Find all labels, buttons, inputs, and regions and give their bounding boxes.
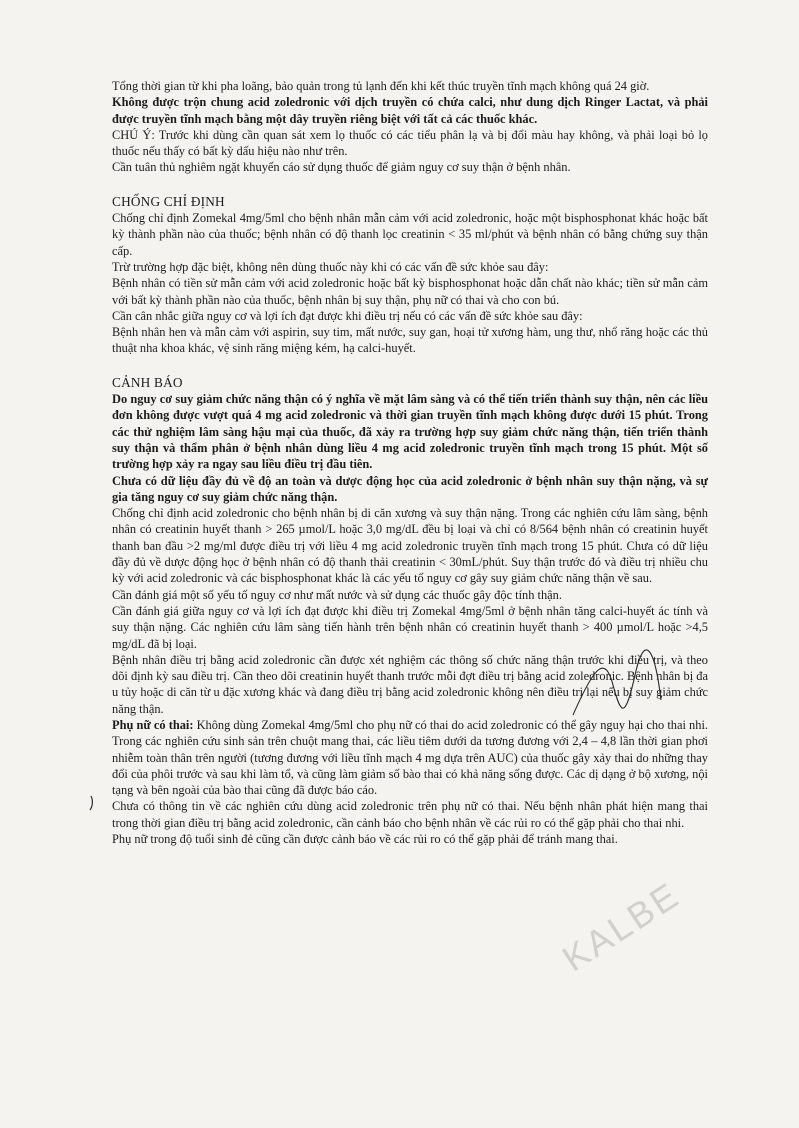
margin-mark [88, 795, 94, 811]
paragraph-conditions: Bệnh nhân hen và mẫn cảm với aspirin, suy tim, mất nước, suy gan, hoại tử xương hàm, ung thư, nhổ răng hoặc các thủ thuật nha khoa khác, vệ sinh răng miệng kém, hạ calci-huyết. [112, 325, 708, 356]
paragraph-dilution-time: Tổng thời gian từ khi pha loãng, bảo quản trong tủ lạnh đến khi kết thúc truyền tĩnh mạch không quá 24 giờ. [112, 79, 650, 93]
paragraph-pregnancy [112, 717, 708, 798]
paragraph-special-cases: Trừ trường hợp đặc biệt, không nên dùng thuốc này khi có các vấn đề sức khỏe sau đây: [112, 259, 549, 274]
paragraph-hypersensitivity: Bệnh nhân có tiền sử mẫn cảm với acid zoledronic hoặc bất kỳ bisphosphonat hoặc dẫn chất nào khác; tiền sử mẫn cảm với bất kỳ thành phần nào của thuốc, bệnh nhân bị suy thận, phụ nữ có thai và cho con bú. [112, 276, 708, 307]
paragraph-monitoring: Bệnh nhân điều trị bằng acid zoledronic cần được xét nghiệm các thông số chức năng thận trước khi điều trị, và theo dõi định kỳ sau điều trị. Cần theo dõi creatinin huyết thanh trước mỗi đợt điều trị bằng acid zoledronic. Bệnh nhân bị đa u tủy hoặc di căn từ u đặc xương khác và đang điều trị bằng acid zoledronic không nên điều trị lại nếu bị suy giảm chức năng thận. [112, 652, 708, 716]
heading-warnings: CẢNH BÁO [112, 374, 183, 390]
paragraph-risk-benefit: Cần cân nhắc giữa nguy cơ và lợi ích đạt được khi điều trị nếu có các vấn đề sức khỏe sau đây: [112, 308, 583, 323]
paragraph-pregnancy-info: Chưa có thông tin về các nghiên cứu dùng acid zoledronic trên phụ nữ có thai. Nếu bệnh nhân phát hiện mang thai trong thời gian điều trị bằng acid zoledronic, cần cảnh báo cho bệnh nhân về các rủi ro có thể gặp phải cho thai nhi. [112, 799, 708, 830]
document-body [112, 78, 708, 847]
paragraph-insufficient-data: Chưa có dữ liệu đầy đủ về độ an toàn và dược động học của acid zoledronic ở bệnh nhân suy thận nặng, và sự gia tăng nguy cơ suy giảm chức năng thận. [112, 473, 708, 504]
paragraph-renal-advice: Cần tuân thủ nghiêm ngặt khuyến cáo sử dụng thuốc để giảm nguy cơ suy thận ở bệnh nhân. [112, 160, 571, 175]
signature-scribble [565, 645, 685, 725]
pregnancy-lead: Phụ nữ có thai: [112, 717, 194, 732]
paragraph-risk-factors: Cần đánh giá một số yếu tố nguy cơ như mất nước và sử dụng các thuốc gây độc tính thận. [112, 587, 562, 602]
heading-contraindications: CHỐNG CHỈ ĐỊNH [112, 193, 225, 209]
paragraph-note: CHÚ Ý: Trước khi dùng cần quan sát xem lọ thuốc có các tiểu phân lạ và bị đổi màu hay không, và phải loại bỏ lọ thuốc nếu thấy có bất kỳ dấu hiệu nào như trên. [112, 127, 708, 159]
paragraph-renal-risk: Do nguy cơ suy giảm chức năng thận có ý nghĩa về mặt lâm sàng và có thể tiến triển thành suy thận, nên các liều đơn không được vượt quá 4 mg acid zoledronic và thời gian truyền tĩnh mạch không được dưới 15 phút. Trong các thử nghiệm lâm sàng hậu mại của thuốc, đã xảy ra trường hợp suy giảm chức năng thận, tiến triển thành suy thận và thẩm phân ở bệnh nhân dùng liều 4 mg acid zoledronic truyền tĩnh mạch trong 15 phút. Một số trường hợp xảy ra ngay sau liều điều trị đầu tiên. [112, 392, 708, 472]
paragraph-hypercalcemia: Cần đánh giá giữa nguy cơ và lợi ích đạt được khi điều trị Zomekal 4mg/5ml ở bệnh nhân tăng calci-huyết ác tính và suy thận nặng. Các nghiên cứu lâm sàng tiến hành trên bệnh nhân có creatinin huyết thanh > 400 µmol/L hoặc >4,5 mg/dL đã bị loại. [112, 603, 708, 651]
company-watermark: KALBE [555, 873, 688, 980]
paragraph-contraindication-main: Chống chỉ định Zomekal 4mg/5ml cho bệnh nhân mẫn cảm với acid zoledronic, hoặc một bisphosphonat khác hoặc bất kỳ thành phần nào của thuốc; bệnh nhân có độ thanh lọc creatinin < 35 ml/phút và bệnh nhân có bằng chứng suy thận cấp. [112, 211, 708, 258]
paragraph-calcium-warning: Không được trộn chung acid zoledronic với dịch truyền có chứa calci, như dung dịch Ringer Lactat, và phải được truyền tĩnh mạch bằng một dây truyền riêng biệt với tất cả các thuốc khác. [112, 95, 708, 126]
paragraph-childbearing-age: Phụ nữ trong độ tuổi sinh đẻ cũng cần được cảnh báo về các rủi ro có thể gặp phải để tránh mang thai. [112, 832, 618, 847]
paragraph-bone-metastasis: Chống chỉ định acid zoledronic cho bệnh nhân bị di căn xương và suy thận nặng. Trong các nghiên cứu lâm sàng, bệnh nhân có creatinin huyết thanh > 265 µmol/L hoặc 3,0 mg/dL đều bị loại và chỉ có 8/564 bệnh nhân có creatinin huyết thanh ban đầu >2 mg/ml được điều trị với liều 4 mg acid zoledronic truyền tĩnh mạch trong 15 phút. Chưa có dữ liệu đầy đủ về dược động học ở bệnh nhân có độ thanh thải creatinin < 30mL/phút. Suy thận trước đó và điều trị nhiều chu kỳ với acid zoledronic và các bisphosphonat khác là các yếu tố nguy cơ gây suy giảm chức năng thận về sau. [112, 506, 708, 586]
pregnancy-text: Không dùng Zomekal 4mg/5ml cho phụ nữ có thai do acid zoledronic có thể gây nguy hại cho thai nhi. Trong các nghiên cứu sinh sản trên chuột mang thai, các liều tiêm dưới da tương đương với 2,4 – 4,8 lần thời gian phơi nhiễm toàn thân trên người (tương đương với liều tĩnh mạch 4 mg dựa trên AUC) của thuốc gây xảy thai do những thay đổi của phôi trước và sau khi làm tổ, và cũng làm giảm số bào thai có khả năng sống được. Các dị dạng ở bộ xương, nội tạng và bên ngoài của bào thai cũng đã được báo cáo. [112, 717, 708, 798]
